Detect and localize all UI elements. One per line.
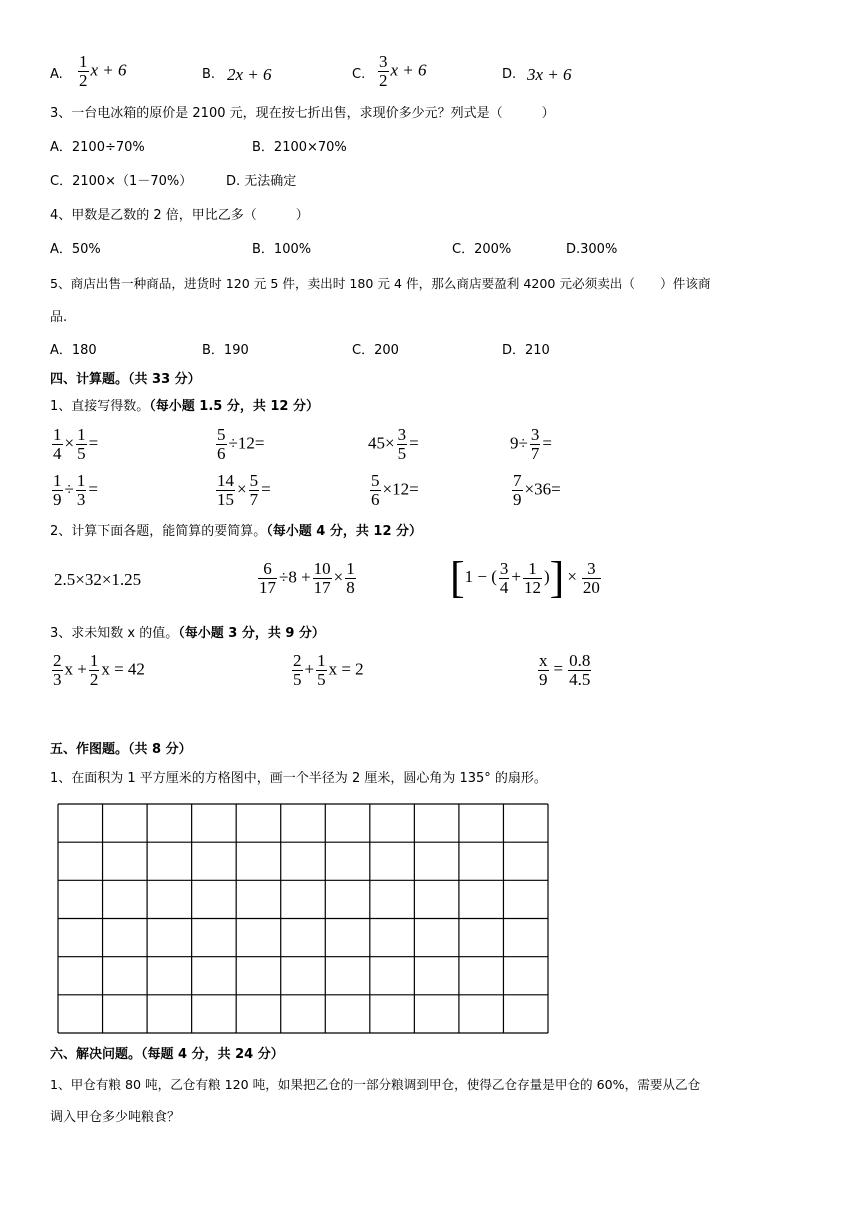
equation-1: $\frac{2}{3}$ x + $\frac{1}{2}$ x = 42 (53, 651, 145, 689)
q4-option-d: D.300% (566, 242, 618, 257)
section4-p3-heading: 3、求未知数 x 的值。（每小题 3 分，共 9 分） (50, 626, 325, 641)
q3-option-c: C．2100×（1－70%） (50, 174, 193, 189)
q5-option-a: A．180 (50, 343, 97, 358)
section6-p1-line2: 调入甲仓多少吨粮食？ (50, 1110, 181, 1125)
q2-option-b-label: B. (202, 67, 216, 82)
calc-item-2: $\frac{5}{6}$ ÷12= (217, 425, 265, 463)
section5-p1-text: 1、在面积为 1 平方厘米的方格图中，画一个半径为 2 厘米，圆心角为 135° 的扇形。 (50, 771, 547, 786)
q3-text: 3、一台电冰箱的原价是 2100 元，现在按七折出售，求现价多少元？列式是（ ） (50, 106, 555, 121)
calc-item-6: $\frac{14}{15}$ × $\frac{5}{7}$ = (217, 471, 271, 509)
equation-3: $\frac{x}{9}$ = $\frac{0.8}{4.5}$ (539, 651, 591, 689)
q2-option-a-expr: $\frac{1}{2}$ x + 6 (79, 52, 127, 90)
section4-p2-heading: 2、计算下面各题，能简算的要简算。（每小题 4 分，共 12 分） (50, 524, 423, 539)
calc-item-4: 9÷ $\frac{3}{7}$ = (510, 425, 552, 463)
q2-option-c-label: C. (352, 67, 366, 82)
drawing-grid[interactable] (57, 803, 549, 1034)
calc-item-3: 45× $\frac{3}{5}$ = (368, 425, 419, 463)
q5-text-line1: 5、商店出售一种商品，进货时 120 元 5 件，卖出时 180 元 4 件，那么商店要盈利 4200 元必须卖出（ ）件该商 (50, 276, 711, 291)
q2-option-d-expr: 3x + 6 (527, 65, 572, 84)
q5-text-line2: 品. (50, 310, 68, 325)
section4-p1-heading: 1、直接写得数。（每小题 1.5 分，共 12 分） (50, 399, 320, 414)
q3-option-a: A．2100÷70% (50, 140, 145, 155)
calc-item-5: $\frac{1}{9}$ ÷ $\frac{1}{3}$ = (53, 471, 98, 509)
section6-p1-line1: 1、甲仓有粮 80 吨，乙仓有粮 120 吨，如果把乙仓的一部分粮调到甲仓，使得乙仓存量是甲仓的 60%，需要从乙仓 (50, 1077, 701, 1092)
simplify-expr-3: [1 − ( $\frac{3}{4}$ + $\frac{1}{12}$ )] × $\frac{3}{20}$ (450, 553, 600, 602)
q4-text: 4、甲数是乙数的 2 倍，甲比乙多（ ） (50, 208, 309, 223)
calc-item-1: $\frac{1}{4}$ × $\frac{1}{5}$ = (53, 425, 99, 463)
section6-title: 六、解决问题。（每题 4 分，共 24 分） (50, 1047, 284, 1062)
simplify-expr-2: $\frac{6}{17}$ ÷8 + $\frac{10}{17}$ × $\frac{1}{8}$ (259, 559, 355, 597)
q3-option-d: D. 无法确定 (226, 174, 297, 189)
q4-option-c: C．200% (452, 242, 512, 257)
section4-title: 四、计算题。（共 33 分） (50, 372, 201, 387)
q5-option-c: C．200 (352, 343, 399, 358)
q4-option-b: B．100% (252, 242, 312, 257)
simplify-expr-1: 2.5×32×1.25 (54, 570, 142, 589)
calc-item-7: $\frac{5}{6}$ ×12= (371, 471, 419, 509)
calc-item-8: $\frac{7}{9}$ ×36= (513, 471, 561, 509)
q4-option-a: A．50% (50, 242, 101, 257)
q2-option-d-label: D. (502, 67, 517, 82)
q5-option-d: D．210 (502, 343, 550, 358)
q2-option-c-expr: $\frac{3}{2}$ x + 6 (379, 52, 427, 90)
equation-2: $\frac{2}{5}$ + $\frac{1}{5}$ x = 2 (293, 651, 364, 689)
q2-option-b-expr: 2x + 6 (227, 65, 272, 84)
q2-option-a-label: A. (50, 67, 63, 82)
q3-option-b: B．2100×70% (252, 140, 347, 155)
section5-title: 五、作图题。（共 8 分） (50, 742, 192, 757)
q5-option-b: B．190 (202, 343, 249, 358)
